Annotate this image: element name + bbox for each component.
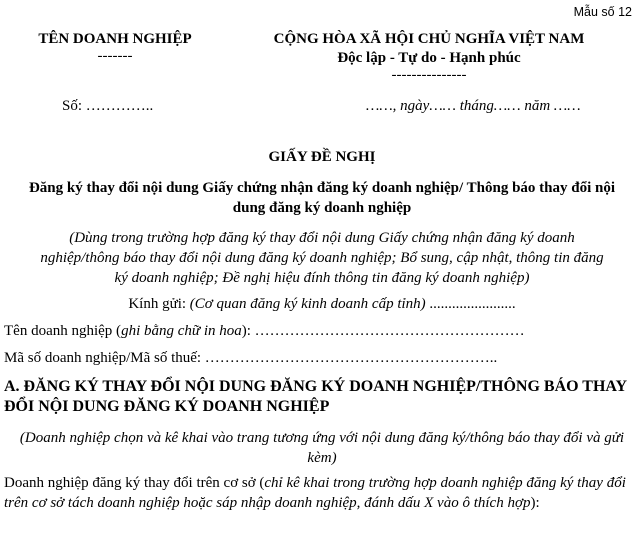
addressee-line xyxy=(0,296,644,313)
company-name-field xyxy=(4,323,525,340)
company-header xyxy=(24,30,206,63)
document-title: GIẤY ĐỀ NGHỊ xyxy=(268,149,376,165)
tax-code-field: Mã số doanh nghiệp/Mã số thuế: ………………………………………………….. xyxy=(4,350,498,366)
form-number: Mẫu số 12 xyxy=(573,5,632,19)
addressee-label: Kính gửi: xyxy=(128,296,190,312)
company-name-field-hint: ghi bằng chữ in hoa xyxy=(121,323,242,339)
basis-tail: ): xyxy=(530,495,540,511)
addressee-dots: ....................... xyxy=(425,296,516,312)
document-subtitle: Đăng ký thay đổi nội dung Giấy chứng nhận đăng ký doanh nghiệp/ Thông báo thay đổi nội dung đăng ký doanh nghiệp xyxy=(28,180,616,216)
company-name-field-dots: ): ……………………………………………… xyxy=(241,323,525,339)
company-name-label: TÊN DOANH NGHIỆP xyxy=(38,31,192,47)
basis-instruction: chỉ kê khai trong trường hợp doanh nghiệp đăng ký thay đổi trên cơ sở tách doanh nghiệp hoặc sáp nhập doanh nghiệp, đánh dấu X vào ô thích hợp xyxy=(4,475,626,511)
section-a-heading: A. ĐĂNG KÝ THAY ĐỔI NỘI DUNG ĐĂNG KÝ DOANH NGHIỆP/THÔNG BÁO THAY ĐỔI NỘI DUNG ĐĂNG KÝ DOANH NGHIỆP xyxy=(4,378,627,415)
basis-lead: Doanh nghiệp đăng ký thay đổi trên cơ sở ( xyxy=(4,475,265,491)
motto-rule: --------------- xyxy=(391,67,467,83)
company-name-field-label: Tên doanh nghiệp ( xyxy=(4,323,122,339)
place-date-line: ……, ngày…… tháng…… năm …… xyxy=(366,98,581,114)
section-a-note: (Doanh nghiệp chọn và kê khai vào trang tương ứng với nội dung đăng ký/thông báo thay đổi và gửi kèm) xyxy=(19,430,625,466)
country-name: CỘNG HÒA XÃ HỘI CHỦ NGHĨA VIỆT NAM xyxy=(273,31,585,47)
addressee-hint: (Cơ quan đăng ký kinh doanh cấp tỉnh) xyxy=(189,296,426,312)
company-rule: ------- xyxy=(97,48,133,64)
document-number: Số: ………….. xyxy=(62,98,154,114)
usage-note: (Dùng trong trường hợp đăng ký thay đổi nội dung Giấy chứng nhận đăng ký doanh nghiệp/thông báo thay đổi nội dung đăng ký doanh nghiệp; Bổ sung, cập nhật, thông tin đăng ký doanh nghiệp; Đề nghị hiệu đính thông tin đăng ký doanh nghiệp) xyxy=(40,230,604,286)
basis-paragraph xyxy=(4,473,636,513)
national-header xyxy=(254,30,604,82)
national-motto: Độc lập - Tự do - Hạnh phúc xyxy=(337,50,521,66)
